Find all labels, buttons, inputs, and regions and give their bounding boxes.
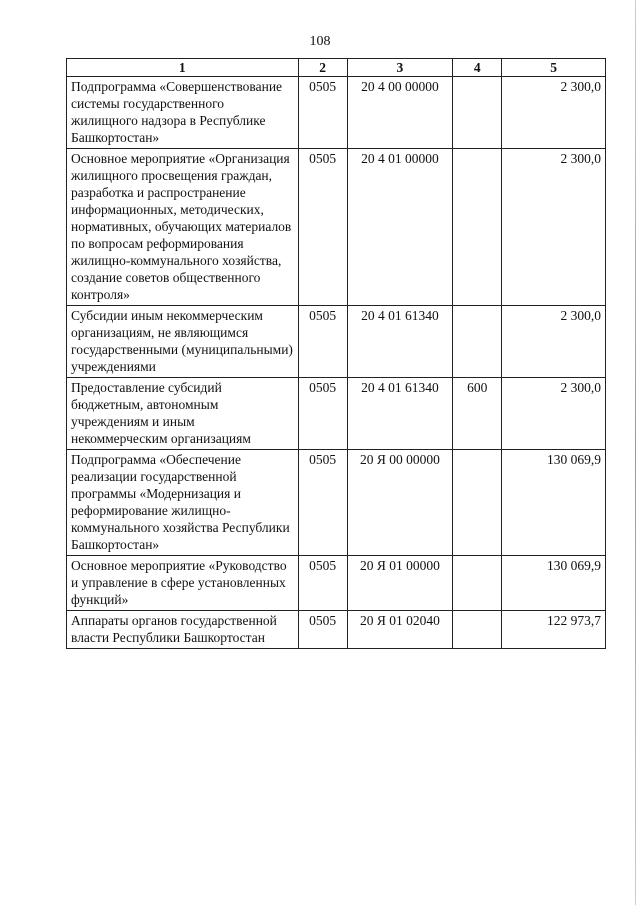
- row-amount: 2 300,0: [502, 149, 606, 306]
- column-header-2: 2: [298, 59, 347, 77]
- row-amount: 2 300,0: [502, 306, 606, 378]
- row-amount: 2 300,0: [502, 378, 606, 450]
- column-header-3: 3: [347, 59, 453, 77]
- row-name: Подпрограмма «Совершенствование системы государственного жилищного надзора в Республике Башкортостан»: [67, 77, 299, 149]
- column-header-5: 5: [502, 59, 606, 77]
- row-section: 0505: [298, 556, 347, 611]
- row-target-article: 20 4 01 61340: [347, 378, 453, 450]
- row-section: 0505: [298, 611, 347, 649]
- row-name: Основное мероприятие «Организация жилищного просвещения граждан, разработка и распространение информационных, методических, нормативных, обучающих материалов по вопросам реформирования жилищно-коммунального хозяйства, создание советов общественного контроля»: [67, 149, 299, 306]
- row-amount: 2 300,0: [502, 77, 606, 149]
- table-row: [67, 611, 606, 649]
- row-expense-type: [453, 77, 502, 149]
- table-row: [67, 378, 606, 450]
- row-amount: 130 069,9: [502, 450, 606, 556]
- row-name: Подпрограмма «Обеспечение реализации государственной программы «Модернизация и реформирование жилищно-коммунального хозяйства Республики Башкортостан»: [67, 450, 299, 556]
- row-expense-type: [453, 149, 502, 306]
- header-row: [67, 59, 606, 77]
- row-target-article: 20 Я 01 02040: [347, 611, 453, 649]
- row-name: Субсидии иным некоммерческим организациям, не являющимся государственными (муниципальными) учреждениями: [67, 306, 299, 378]
- page-edge-divider: [635, 0, 636, 905]
- row-section: 0505: [298, 450, 347, 556]
- row-target-article: 20 4 00 00000: [347, 77, 453, 149]
- column-header-4: 4: [453, 59, 502, 77]
- table-row: [67, 450, 606, 556]
- row-target-article: 20 Я 01 00000: [347, 556, 453, 611]
- column-header-1: 1: [67, 59, 299, 77]
- page-number: 108: [309, 34, 331, 49]
- row-target-article: 20 Я 00 00000: [347, 450, 453, 556]
- row-target-article: 20 4 01 61340: [347, 306, 453, 378]
- row-section: 0505: [298, 306, 347, 378]
- row-name: Аппараты органов государственной власти Республики Башкортостан: [67, 611, 299, 649]
- row-expense-type: [453, 556, 502, 611]
- row-section: 0505: [298, 378, 347, 450]
- table-row: [67, 306, 606, 378]
- row-section: 0505: [298, 77, 347, 149]
- table-row: [67, 556, 606, 611]
- row-expense-type: [453, 306, 502, 378]
- row-expense-type: 600: [453, 378, 502, 450]
- row-name: Основное мероприятие «Руководство и управление в сфере установленных функций»: [67, 556, 299, 611]
- table-row: [67, 77, 606, 149]
- row-expense-type: [453, 450, 502, 556]
- row-amount: 122 973,7: [502, 611, 606, 649]
- row-name: Предоставление субсидий бюджетным, автономным учреждениям и иным некоммерческим организациям: [67, 378, 299, 450]
- row-target-article: 20 4 01 00000: [347, 149, 453, 306]
- row-amount: 130 069,9: [502, 556, 606, 611]
- row-expense-type: [453, 611, 502, 649]
- table-row: [67, 149, 606, 306]
- budget-table: [66, 58, 606, 649]
- row-section: 0505: [298, 149, 347, 306]
